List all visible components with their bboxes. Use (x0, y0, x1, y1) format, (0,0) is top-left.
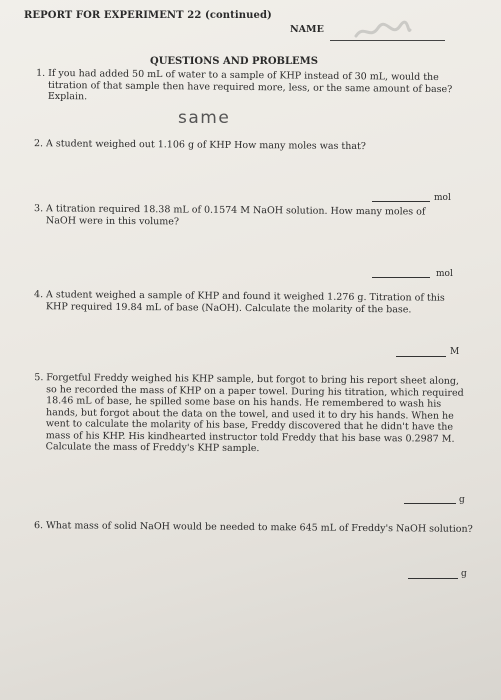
question-text: What mass of solid NaOH would be needed to make 645 mL of Freddy's NaOH solution? (45, 520, 473, 535)
question-4 (34, 289, 464, 316)
answer-line-4[interactable] (396, 356, 446, 357)
question-text: A student weighed a sample of KHP and found it weighed 1.276 g. Titration of this KHP required 19.84 mL of base (NaOH). Calculate the molarity of the base. (45, 289, 445, 315)
answer-unit-4: M (450, 347, 460, 357)
section-title: QUESTIONS AND PROBLEMS (150, 56, 318, 67)
question-2 (34, 138, 454, 153)
name-label: NAME (290, 24, 324, 35)
answer-unit-6: g (461, 569, 467, 579)
question-5 (34, 372, 467, 456)
answer-line-6[interactable] (408, 578, 458, 579)
question-number: 6. (33, 520, 44, 532)
answer-line-3[interactable] (372, 277, 430, 278)
answer-unit-2: mol (434, 193, 451, 203)
question-number: 1. (36, 67, 46, 79)
answer-line-5[interactable] (404, 503, 456, 504)
question-number: 3. (34, 203, 44, 215)
answer-unit-5: g (459, 495, 465, 505)
question-text: If you had added 50 mL of water to a sample of KHP instead of 30 mL, would the titration of that sample then have required more, less, or the same amount of base? Explain. (47, 67, 453, 103)
question-number: 4. (34, 289, 44, 301)
question-text: A student weighed out 1.106 g of KHP How many moles was that? (45, 138, 366, 153)
answer-unit-3: mol (436, 269, 453, 279)
handwritten-answer-1: same (178, 108, 231, 128)
question-1 (36, 68, 456, 107)
name-scribble-mark (352, 18, 412, 44)
question-number: 5. (34, 372, 44, 384)
answer-line-2[interactable] (372, 201, 430, 202)
report-header-title: REPORT FOR EXPERIMENT 22 (continued) (24, 10, 272, 21)
question-text: Forgetful Freddy weighed his KHP sample, but forgot to bring his report sheet along, so he recorded the mass of KHP on a paper towel. During his titration, which required 18.46 mL of base, he spilled some base on his hands. He remembered to wash his hands, but forgot about the data on the towel, and used it to dry his hands. When he went to calculate the molarity of his base, Freddy discovered that he didn't have the mass of his KHP. His kindhearted instructor told Freddy that his base was 0.2987 M. Calculate the mass of Freddy's KHP sample. (45, 372, 464, 455)
question-number: 2. (33, 138, 44, 150)
question-6 (34, 520, 474, 535)
question-3 (34, 203, 454, 230)
question-text: A titration required 18.38 mL of 0.1574 M NaOH solution. How many moles of NaOH were in this volume? (45, 203, 426, 227)
